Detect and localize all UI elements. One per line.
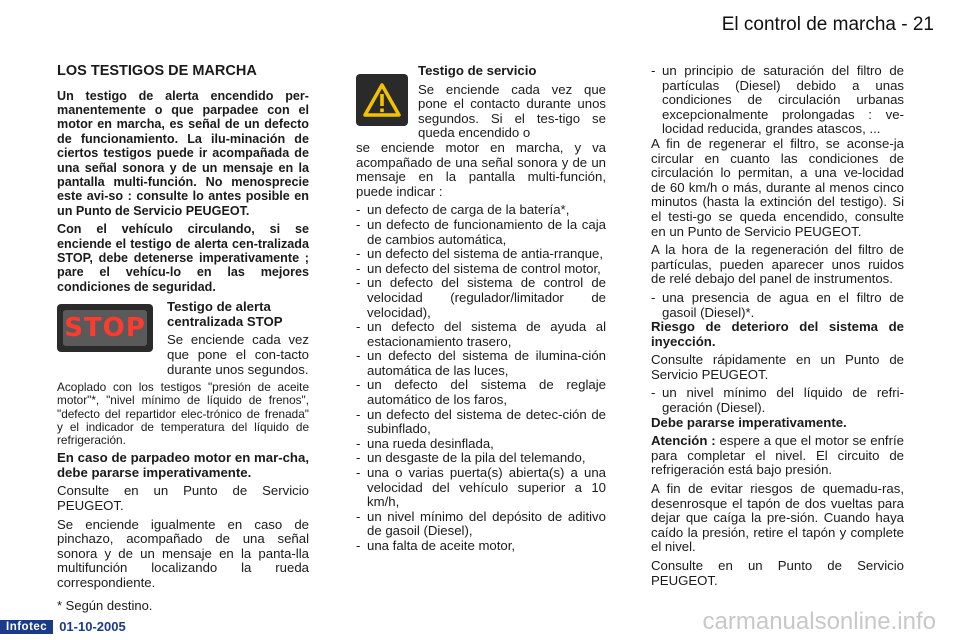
watermark: carmanualsonline.info	[702, 608, 936, 635]
intro-paragraph: Un testigo de alerta encendido per-manentemente o que parpadee con el motor en marcha, es señal de un defecto de funcionamiento. La ilu-minación de ciertos testigos puede ir acompañada de una señal sonora y de un mensaje en la pantalla multi-función. No menosprecie este avi-so : consulte lo antes posible en un Punto de Servicio PEUGEOT.	[57, 88, 309, 218]
fault-list-item	[356, 378, 606, 407]
footnote: * Según destino.	[57, 598, 153, 613]
relay-noise-paragraph: A la hora de la regeneración del filtro de partículas, pueden aparecer unos ruidos de relé debajo del panel de instrumentos.	[651, 242, 904, 287]
fault-list-item-text: un defecto del sistema de detec-ción de subinflado,	[367, 406, 606, 437]
list-dash: -	[356, 377, 361, 393]
fault-list-item-text: un nivel mínimo del depósito de aditivo de gasoil (Diesel),	[367, 508, 606, 539]
burn-risk-paragraph: A fin de evitar riesgos de quemadu-ras, desenrosque el tapón de dos vueltas para dejar que caíga la pre-sión. Cuando haya caído la presión, retire el tapón y complete el nivel.	[651, 481, 904, 555]
footer-date: 01-10-2005	[59, 619, 126, 634]
list-dash: -	[356, 246, 361, 262]
list-dash: -	[356, 260, 361, 276]
injection-risk-paragraph: Riesgo de deterioro del sistema de inyección.	[651, 319, 904, 349]
must-stop-paragraph: Debe pararse imperativamente.	[651, 414, 847, 430]
list-dash: -	[356, 406, 361, 422]
blink-paragraph: En caso de parpadeo motor en mar-cha, debe pararse imperativamente.	[57, 450, 309, 480]
fault-list-item-text: un defecto del sistema de reglaje automático de los faros,	[367, 377, 606, 408]
section-heading: LOS TESTIGOS DE MARCHA	[57, 63, 257, 79]
fault-list-item-text: un defecto de carga de la batería*,	[367, 202, 570, 218]
list-dash: -	[356, 435, 361, 451]
list-dash: -	[356, 275, 361, 291]
puncture-paragraph: Se enciende igualmente en caso de pinchazo, acompañado de una señal sonora y de un mensaje en la panta-lla multifunción localizando la rueda correspondiente.	[57, 516, 309, 591]
fault-list-item-text: un defecto del sistema de antia-rranque,	[367, 246, 604, 262]
fault-list-item	[356, 510, 606, 539]
particle-filter-item: un principio de saturación del filtro de partículas (Diesel) debido a unas condiciones de circulación urbanas excepcionalmente prolongadas : ve-locidad reducida, grandes atascos, ...	[662, 63, 904, 137]
fault-list-item-text: un desgaste de la pila del telemando,	[367, 450, 586, 466]
consult-service-paragraph: Consulte en un Punto de Servicio PEUGEOT.	[651, 558, 904, 588]
fault-list-item	[356, 539, 606, 554]
stop-warning-icon	[57, 304, 153, 352]
fault-list-item	[356, 349, 606, 378]
attention-label: Atención :	[651, 433, 716, 449]
fault-list-item	[356, 218, 606, 247]
infotec-logo: Infotec	[0, 620, 53, 634]
stop-indicator-description: Se enciende cada vez que pone el con-tacto durante unos segundos.	[167, 332, 309, 377]
consult-quickly-paragraph: Consulte rápidamente en un Punto de Servicio PEUGEOT.	[651, 352, 904, 382]
warning-triangle-icon	[356, 74, 408, 126]
list-item: - una presencia de agua en el filtro de gasoil (Diesel)*.	[651, 289, 904, 320]
fault-list-item	[356, 262, 606, 277]
list-item: - un principio de saturación del filtro de partículas (Diesel) debido a unas condiciones de circulación urbanas excepcionalmente prolongadas : ve-locidad reducida, grandes atascos, ...	[651, 63, 904, 137]
stop-indicator-title: Testigo de alerta centralizada STOP	[167, 299, 283, 329]
page-title: El control de marcha - 21	[721, 14, 934, 35]
service-indicator-block	[356, 64, 606, 141]
list-dash: -	[356, 508, 361, 524]
coupled-paragraph: Acoplado con los testigos "presión de aceite motor"*, "nivel mínimo de líquido de frenos", "defecto del repartidor elec-trónico de frenada" y el indicador de temperatura del líquido de refrigeración.	[57, 380, 309, 448]
attention-text: espere a que el motor se enfríe para completar el nivel. El circuito de refrigeración está bajo presión.	[651, 433, 904, 478]
list-dash: -	[356, 348, 361, 364]
list-dash: -	[356, 465, 361, 481]
fault-list	[356, 203, 606, 553]
attention-paragraph	[651, 434, 904, 478]
column-1	[57, 64, 309, 595]
fault-list-item-text: un defecto del sistema de ayuda al estacionamiento trasero,	[367, 319, 606, 349]
fault-list-item-text: un defecto de funcionamiento de la caja de cambios automática,	[367, 216, 606, 247]
fault-list-item-text: una falta de aceite motor,	[367, 538, 516, 553]
coolant-level-item: un nivel mínimo del líquido de refri-geración (Diesel).	[662, 385, 904, 416]
fault-list-item	[356, 247, 606, 262]
fault-list-item-text: un defecto del sistema de control motor,	[367, 260, 601, 276]
list-dash: -	[356, 450, 361, 466]
service-continuation: se enciende motor en marcha, y va acompañado de una señal sonora y de un mensaje en la pantalla multi-función, puede indicar :	[356, 139, 606, 199]
column-2	[356, 64, 606, 554]
water-in-filter-item: una presencia de agua en el filtro de gasoil (Diesel)*.	[662, 289, 904, 320]
regeneration-paragraph: A fin de regenerar el filtro, se aconse-ja circular en cuanto las condiciones de circulación lo permitan, a una ve-locidad de 60 km/h o más, durante al menos cinco minutos (hasta la extinción del testigo). Si el testi-go se queda encendido, consulte en un Punto de Servicio PEUGEOT.	[651, 135, 904, 239]
fault-list-item	[356, 437, 606, 452]
fault-list-item	[356, 466, 606, 510]
fault-list-item	[356, 451, 606, 466]
service-indicator-title: Testigo de servicio	[418, 63, 537, 78]
list-dash: -	[356, 216, 361, 232]
list-dash: -	[356, 202, 361, 218]
fault-list-item	[356, 320, 606, 349]
stop-icon-label: STOP	[64, 312, 146, 343]
fault-list-item-text: una rueda desinflada,	[367, 435, 494, 451]
fault-list-item-text: una o varias puerta(s) abierta(s) a una velocidad del vehículo superior a 10 km/h,	[367, 465, 606, 510]
fault-list-item-text: un defecto del sistema de control de velocidad (regulador/limitador de velocidad),	[367, 275, 606, 320]
fault-list-item	[356, 408, 606, 437]
fault-list-item	[356, 203, 606, 218]
service-indicator-description: Se enciende cada vez que pone el contacto durante unos segundos. Si el tes-tigo se queda encendido o	[418, 81, 606, 141]
fault-list-item-text: un defecto del sistema de ilumina-ción automática de las luces,	[367, 348, 606, 378]
list-dash: -	[356, 538, 361, 553]
fault-list-item	[356, 276, 606, 320]
list-item: - un nivel mínimo del líquido de refri-geración (Diesel).	[651, 385, 904, 416]
column-3	[651, 64, 904, 592]
list-dash: -	[356, 319, 361, 335]
stop-indicator-block	[57, 300, 309, 377]
footer	[0, 619, 126, 634]
stop-warning-paragraph: Con el vehículo circulando, si se enciende el testigo de alerta cen-tralizada STOP, debe detenerse imperativamente ; pare el vehícu-lo en las mejores condiciones de seguridad.	[57, 222, 309, 294]
consult-paragraph: Consulte en un Punto de Servicio PEUGEOT.	[57, 483, 309, 514]
